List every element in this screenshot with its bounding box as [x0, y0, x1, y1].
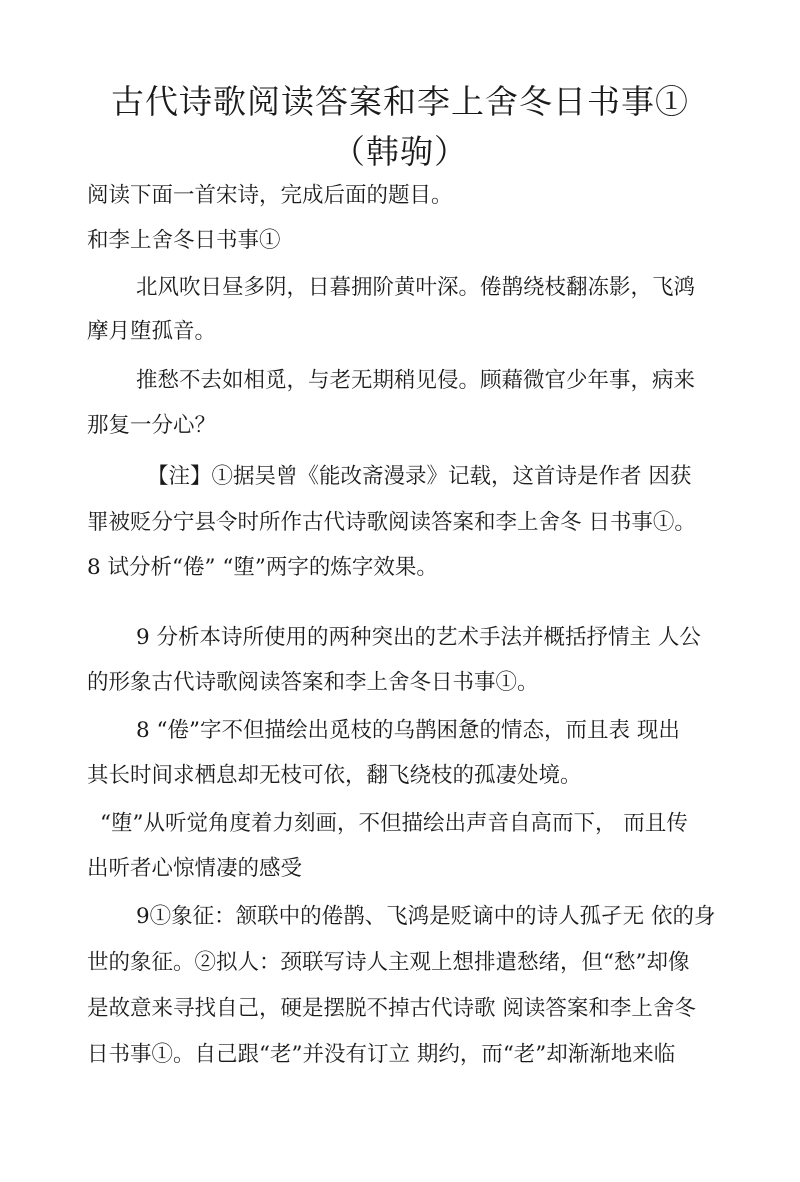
- answer-9: 是故意来寻找自己，硬是摆脱不掉古代诗歌 阅读答案和李上舍冬: [87, 996, 696, 1021]
- note-line: 【注】①据吴曾《能改斋漫录》记载，这首诗是作者 因获: [147, 464, 692, 489]
- answer-8: 出听者心惊情凄的感受: [87, 856, 303, 881]
- answer-8: 其长时间求栖息却无枝可依，翻飞绕枝的孤凄处境。: [87, 763, 582, 788]
- page-title: 古代诗歌阅读答案和李上舍冬日书事①: [111, 82, 689, 121]
- poem-line: 那复一分心？: [87, 413, 217, 438]
- question-8: 8 试分析“倦” “堕”两字的炼字效果。: [87, 555, 438, 580]
- answer-8: 8 “倦”字不但描绘出觅枝的乌鹊困惫的情态，而且表 现出: [136, 718, 680, 743]
- answer-9: 世的象征。②拟人：颈联写诗人主观上想排遣愁绪，但“愁”却像: [87, 950, 690, 975]
- note-line: 罪被贬分宁县令时所作古代诗歌阅读答案和李上舍冬 日书事①。: [87, 510, 696, 535]
- answer-9: 9①象征：颔联中的倦鹊、飞鸿是贬谪中的诗人孤孑无 依的身: [136, 904, 716, 929]
- answer-8: “堕”从听觉角度着力刻画，不但描绘出声音自高而下， 而且传: [100, 811, 688, 836]
- answer-9: 日书事①。自己跟“老”并没有订立 期约，而“老”却渐渐地来临: [87, 1042, 676, 1067]
- author-subtitle: （韩驹）: [332, 132, 468, 171]
- question-9: 9 分析本诗所使用的两种突出的艺术手法并概括抒情主 人公: [136, 625, 701, 650]
- question-9: 的形象古代诗歌阅读答案和李上舍冬日书事①。: [87, 670, 539, 695]
- instruction-line: 阅读下面一首宋诗，完成后面的题目。: [87, 183, 453, 208]
- poem-line: 推愁不去如相觅，与老无期稍见侵。顾藉微官少年事，病来: [136, 368, 696, 393]
- poem-line: 北风吹日昼多阴，日暮拥阶黄叶深。倦鹊绕枝翻冻影，飞鸿: [136, 275, 696, 300]
- poem-title-line: 和李上舍冬日书事①: [87, 228, 281, 253]
- poem-line: 摩月堕孤音。: [87, 319, 217, 344]
